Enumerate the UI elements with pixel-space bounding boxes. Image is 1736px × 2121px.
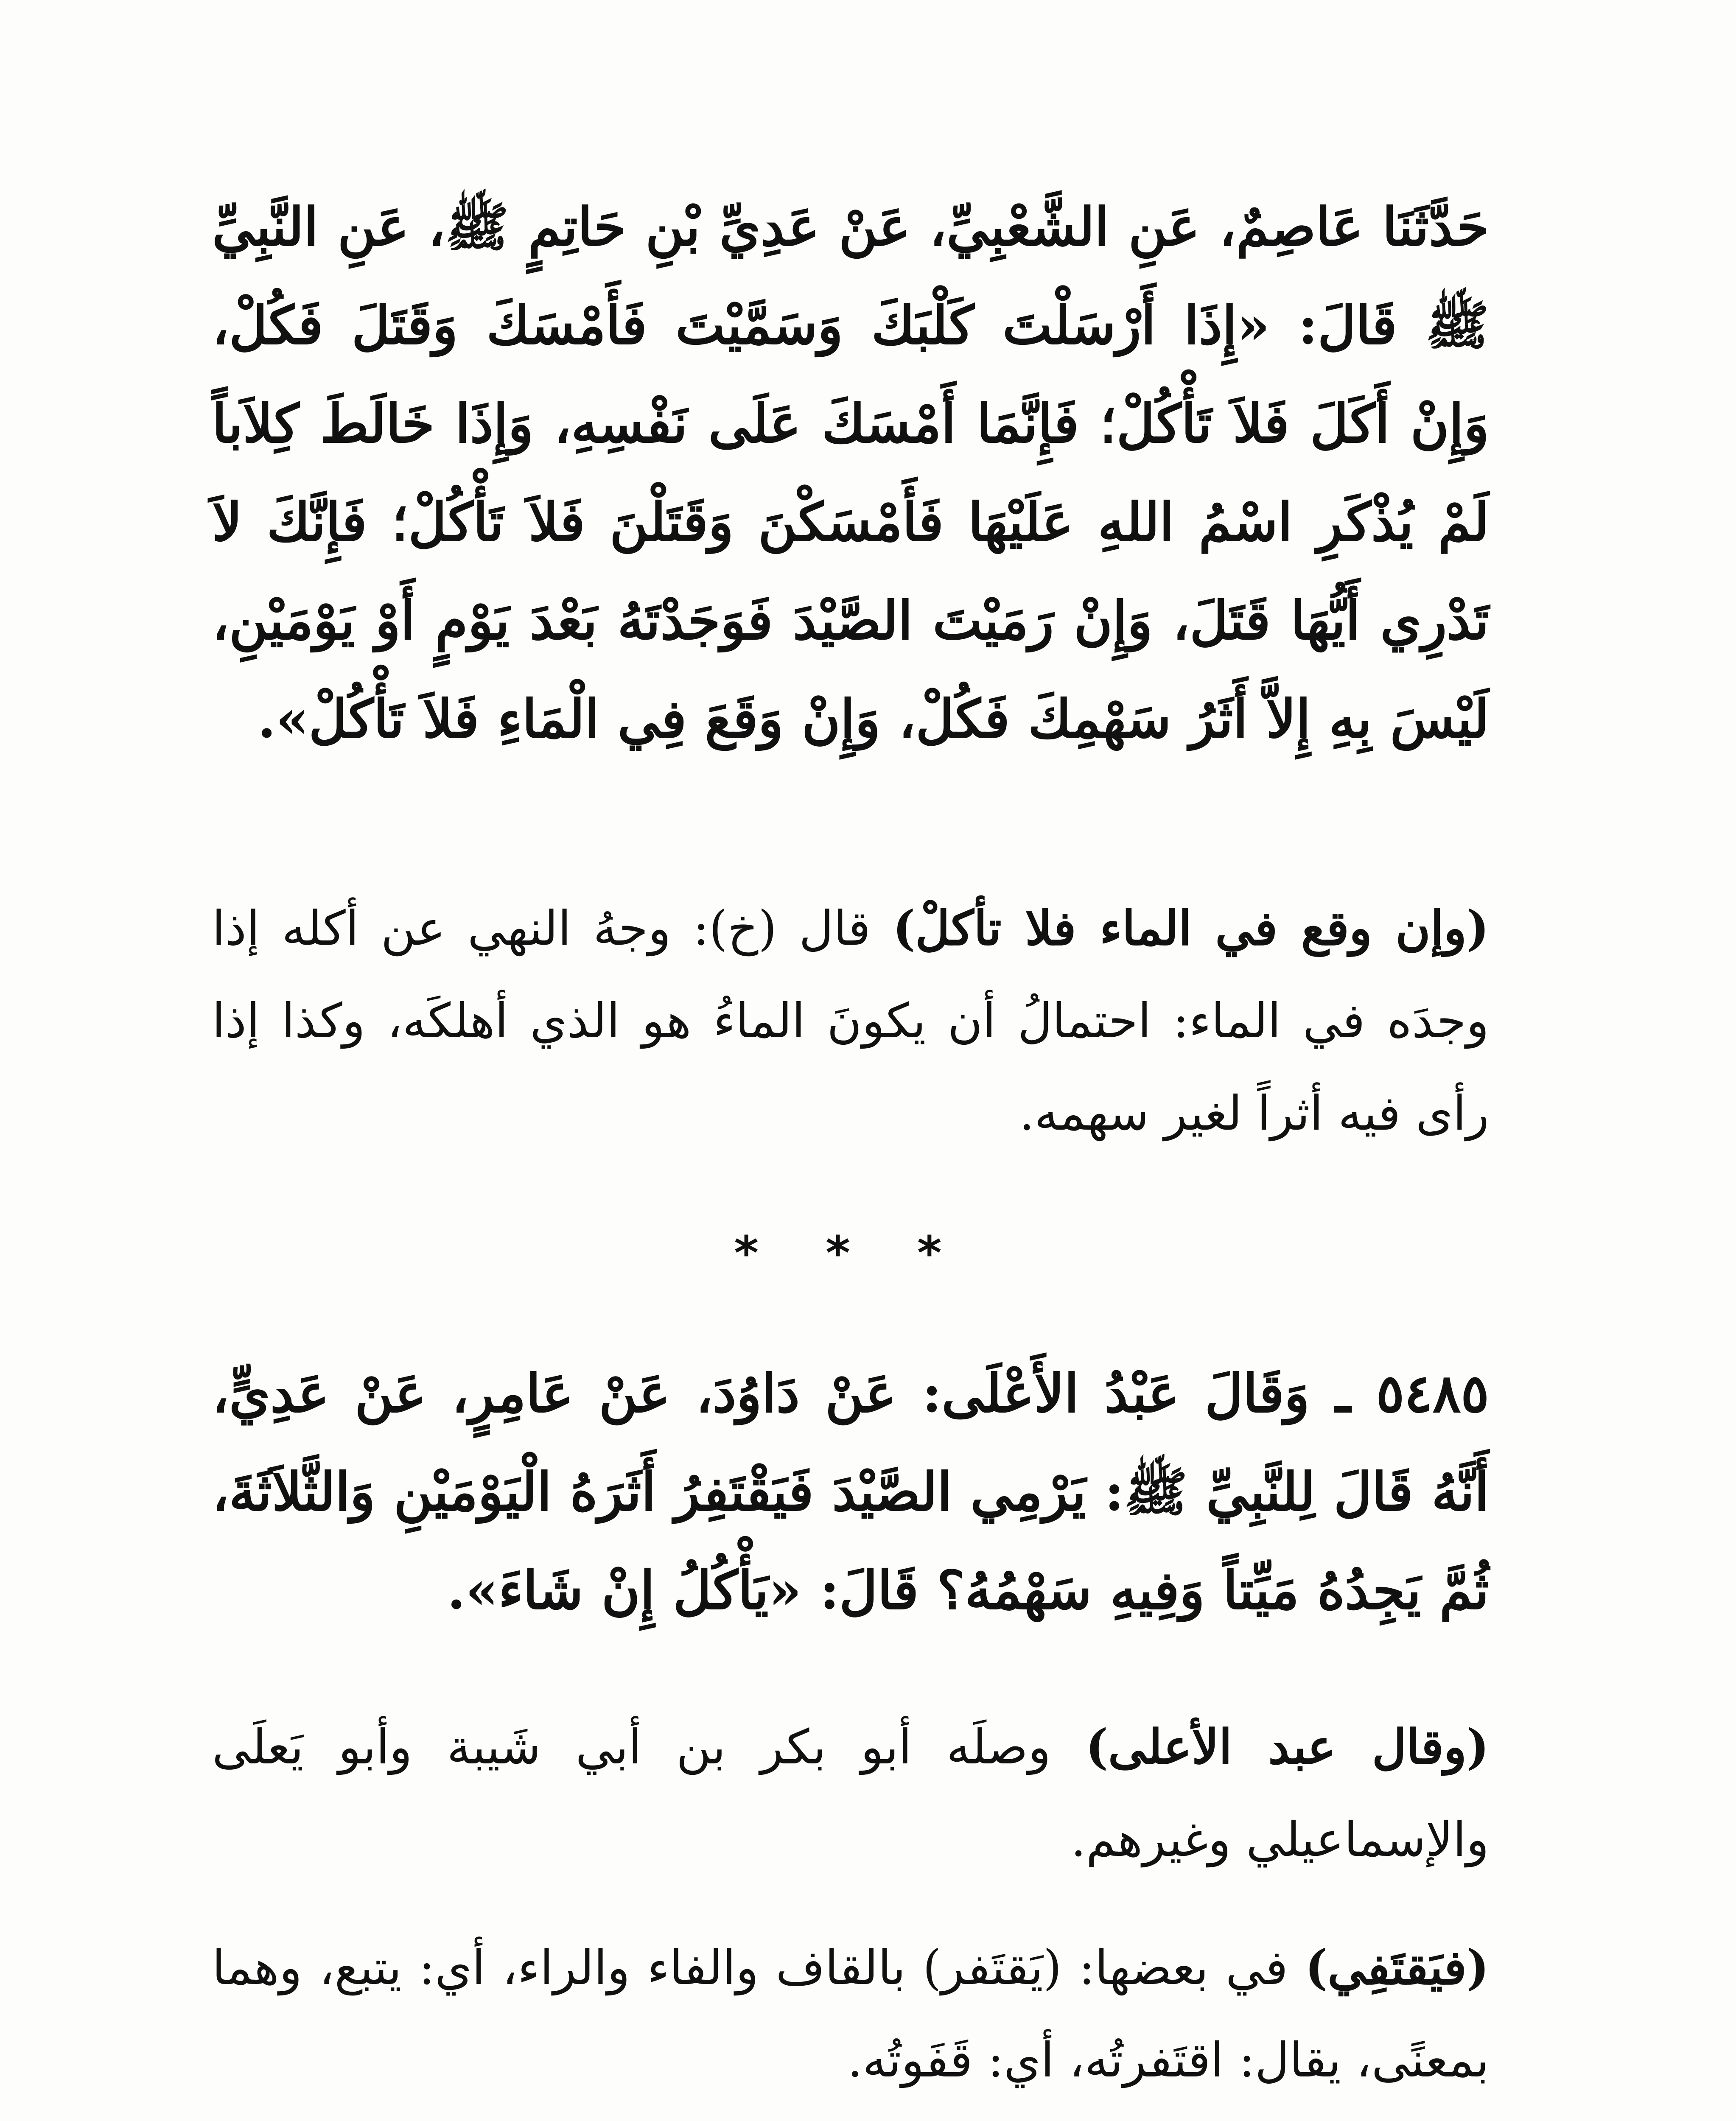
section-separator-1: * * * [734,1226,967,1280]
commentary-3-lead: (فيَقتَفِي) [1305,1940,1490,1995]
hadith-1-paragraph: حَدَّثَنَا عَاصِمٌ، عَنِ الشَّعْبِيِّ، عَنْ عَدِيِّ بْنِ حَاتِمٍ ﷺ، عَنِ النَّبِيِّ ﷺ قَالَ: «إِذَا أَرْسَلْتَ كَلْبَكَ وَسَمَّيْتَ فَأَمْسَكَ وَقَتَلَ فَكُلْ، وَإِنْ أَكَلَ فَلاَ تَأْكُلْ؛ فَإِنَّمَا أَمْسَكَ عَلَى نَفْسِهِ، وَإِذَا خَالَطَ كِلاَباً لَمْ يُذْكَرِ اسْمُ اللهِ عَلَيْهَا فَأَمْسَكْنَ وَقَتَلْنَ فَلاَ تَأْكُلْ؛ فَإِنَّكَ لاَ تَدْرِي أَيُّهَا قَتَلَ، وَإِنْ رَمَيْتَ الصَّيْدَ فَوَجَدْتَهُ بَعْدَ يَوْمٍ أَوْ يَوْمَيْنِ، لَيْسَ بِهِ إِلاَّ أَثَرُ سَهْمِكَ فَكُلْ، وَإِنْ وَقَعَ فِي الْمَاءِ فَلاَ تَأْكُلْ». [212,196,1489,750]
hadith-text-1 [212,178,1489,769]
commentary-1-lead: (وإن وقع في الماء فلا تأكلْ) [893,901,1490,956]
commentary-2-body: وصلَه أبو بكر بن أبي شَيبة وأبو يَعلَى والإسماعيلي وغيرهم. [212,1720,1489,1867]
commentary-1-paragraph [212,882,1489,1160]
commentary-3-body: في بعضها: (يَقتَفر) بالقاف والفاء والراء، أي: يتبع، وهما بمعنًى، يقال: اقتَفرتُه، أي: قَفَوتُه. [212,1940,1489,2088]
commentary-3 [212,1922,1489,2107]
hadith-text-2 [212,1345,1489,1640]
commentary-3-paragraph [212,1922,1489,2107]
commentary-2-lead: (وقال عبد الأعلى) [1085,1719,1489,1775]
commentary-2-paragraph [212,1701,1489,1886]
commentary-1-body: قال (خ): وجهُ النهي عن أكله إذا وجدَه في الماء: احتمالُ أن يكونَ الماءُ هو الذي أهلكَه، وكذا إذا رأى فيه أثراً لغير سهمه. [212,901,1489,1141]
hadith-2-paragraph: ٥٤٨٥ ـ وَقَالَ عَبْدُ الأَعْلَى: عَنْ دَاوُدَ، عَنْ عَامِرٍ، عَنْ عَدِيٍّ، أَنَّهُ قَالَ لِلنَّبِيِّ ﷺ: يَرْمِي الصَّيْدَ فَيَقْتَفِرُ أَثَرَهُ الْيَوْمَيْنِ وَالثَّلاَثَةَ، ثُمَّ يَجِدُهُ مَيِّتاً وَفِيهِ سَهْمُهُ؟ قَالَ: «يَأْكُلُ إِنْ شَاءَ». [212,1363,1489,1621]
commentary-1 [212,882,1489,1160]
commentary-2 [212,1701,1489,1886]
